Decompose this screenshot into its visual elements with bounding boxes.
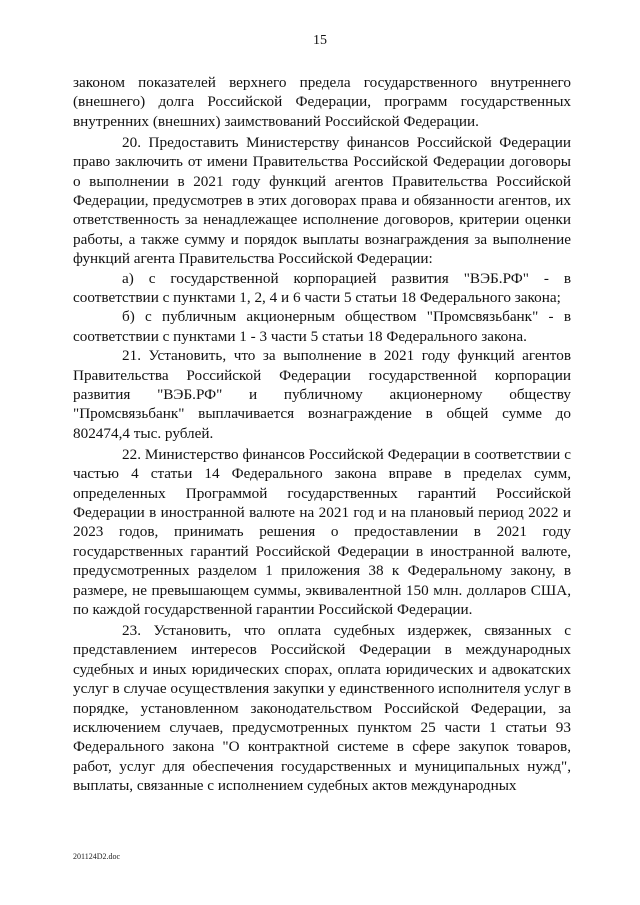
paragraph-subitem-b: б) с публичным акционерным обществом "Промсвязьбанк" - в соответствии с пунктами 1 - 3 части 5 статьи 18 Федерального закона. (73, 308, 571, 345)
page-number: 15 (313, 33, 327, 48)
paragraph-item-21: 21. Установить, что за выполнение в 2021 году функций агентов Правительства Российской Федерации государственной корпорации развития "ВЭБ.РФ" и публичному акционерному обществу "Промсвязьбанк" выплачивается вознаграждение в общей сумме до 802474,4 тыс. рублей. (73, 347, 571, 442)
paragraph-item-23: 23. Установить, что оплата судебных издержек, связанных с представлением интересов Российской Федерации в международных судебных и иных юридических спорах, оплата юридических и адвокатских услуг в случае осуществления закупки у единственного исполнителя услуг в порядке, установленном законодательством Российской Федерации, за исключением случаев, предусмотренных пунктом 25 части 1 статьи 93 Федерального закона "О контрактной системе в сфере закупок товаров, работ, услуг для обеспечения государственных и муниципальных нужд", выплаты, связанные с исполнением судебных актов международных (73, 621, 571, 795)
document-body (73, 73, 571, 796)
paragraph-item-20: 20. Предоставить Министерству финансов Российской Федерации право заключить от имени Правительства Российской Федерации договоры о выполнении в 2021 году функций агентов Правительства Российской Федерации, предусмотрев в этих договорах права и обязанности агентов, их ответственность за ненадлежащее исполнение договоров, критерии оценки работы, а также сумму и порядок выплаты вознаграждения за выполнение функций агента Правительства Российской Федерации: (73, 133, 571, 268)
paragraph-subitem-a: а) с государственной корпорацией развития "ВЭБ.РФ" - в соответствии с пунктами 1, 2, 4 и 6 части 5 статьи 18 Федерального закона; (73, 269, 571, 306)
file-name-footer: 201124D2.doc (73, 852, 121, 861)
paragraph-item-22: 22. Министерство финансов Российской Федерации в соответствии с частью 4 статьи 14 Федерального закона вправе в пределах сумм, определенных Программой государственных гарантий Российской Федерации в иностранной валюте на 2021 год и на плановый период 2022 и 2023 годов, принимать решения о предоставлении в 2021 году государственных гарантий Российской Федерации в иностранной валюте, предусмотренных разделом 1 приложения 38 к Федеральному закону, в размере, не превышающем суммы, эквивалентной 150 млн. долларов США, по каждой государственной гарантии Российской Федерации. (73, 445, 571, 618)
paragraph-continuation: законом показателей верхнего предела государственного внутреннего (внешнего) долга Российской Федерации, программ государственных внутренних (внешних) заимствований Российской Федерации. (73, 74, 571, 130)
